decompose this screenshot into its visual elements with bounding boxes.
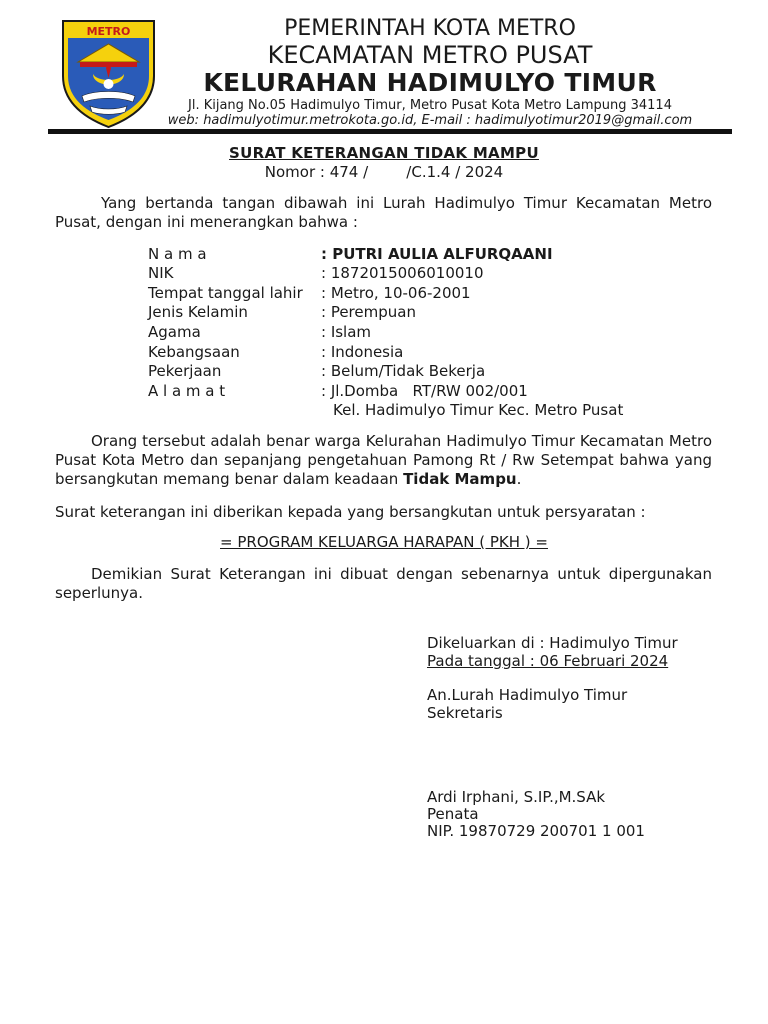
field-label: Tempat tanggal lahir [148, 284, 303, 302]
city-emblem-logo [60, 18, 157, 129]
field-value: : Perempuan [321, 303, 416, 321]
field-label: A l a m a t [148, 382, 226, 400]
signer-nip: NIP. 19870729 200701 1 001 [427, 822, 645, 840]
closing-paragraph: Demikian Surat Keterangan ini dibuat dengan sebenarnya untuk dipergunakan seperlunya. [55, 565, 712, 602]
letter-title: SURAT KETERANGAN TIDAK MAMPU [229, 144, 539, 162]
field-value: : PUTRI AULIA ALFURQAANI [321, 245, 553, 263]
field-label: Pekerjaan [148, 362, 222, 380]
field-value: : Metro, 10-06-2001 [321, 284, 471, 302]
on-behalf-of: An.Lurah Hadimulyo Timur [427, 686, 628, 704]
statement-period: . [516, 470, 522, 488]
statement-paragraph [55, 432, 712, 489]
purpose-intro: Surat keterangan ini diberikan kepada yang bersangkutan untuk persyaratan : [55, 503, 646, 521]
field-value: : Islam [321, 323, 372, 341]
purpose-program [0, 533, 768, 551]
field-value: : 1872015006010010 [321, 264, 484, 282]
statement-text: Orang tersebut adalah benar warga Kelurahan Hadimulyo Timur Kecamatan Metro Pusat Kota Metro dan sepanjang pengetahuan Pamong Rt / Rw Setempat bahwa yang bersangkutan memang benar dalam keadaan [55, 432, 712, 488]
field-row-nama [148, 245, 553, 265]
logo-text: METRO [86, 25, 131, 38]
field-value: : Belum/Tidak Bekerja [321, 362, 486, 380]
office-address: Jl. Kijang No.05 Hadimulyo Timur, Metro Pusat Kota Metro Lampung 34114 [188, 98, 672, 113]
issued-place: Dikeluarkan di : Hadimulyo Timur [427, 634, 678, 652]
field-row-birth [148, 284, 471, 304]
address-line-2: Kel. Hadimulyo Timur Kec. Metro Pusat [333, 401, 624, 419]
field-label: Agama [148, 323, 201, 341]
field-label: N a m a [148, 245, 207, 263]
field-label: Jenis Kelamin [148, 303, 248, 321]
signer-position: Sekretaris [427, 704, 503, 722]
field-row-nik [148, 264, 484, 284]
field-row-nationality [148, 343, 404, 363]
purpose-program-text: = PROGRAM KELUARGA HARAPAN ( PKH ) = [220, 533, 548, 551]
letter-number: Nomor : 474 / /C.1.4 / 2024 [264, 163, 504, 181]
government-title: PEMERINTAH KOTA METRO [284, 16, 576, 41]
letterhead-divider [48, 129, 732, 134]
field-value: : Jl.Domba RT/RW 002/001 [321, 382, 528, 400]
signer-rank: Penata [427, 805, 479, 823]
field-row-gender [148, 303, 416, 323]
office-web-email: web: hadimulyotimur.metrokota.go.id, E-mail : hadimulyotimur2019@gmail.com [167, 113, 693, 128]
field-label: Kebangsaan [148, 343, 240, 361]
signer-name: Ardi Irphani, S.IP.,M.SAk [427, 788, 606, 806]
district-title: KECAMATAN METRO PUSAT [267, 41, 593, 69]
issued-date: Pada tanggal : 06 Februari 2024 [427, 652, 669, 670]
field-value: : Indonesia [321, 343, 404, 361]
village-title: KELURAHAN HADIMULYO TIMUR [203, 68, 657, 97]
field-label: NIK [148, 264, 174, 282]
field-row-address [148, 382, 528, 402]
field-row-occupation [148, 362, 486, 382]
statement-status: Tidak Mampu [403, 470, 517, 488]
field-row-religion [148, 323, 372, 343]
opening-paragraph: Yang bertanda tangan dibawah ini Lurah Hadimulyo Timur Kecamatan Metro Pusat, dengan ini menerangkan bahwa : [55, 194, 712, 231]
